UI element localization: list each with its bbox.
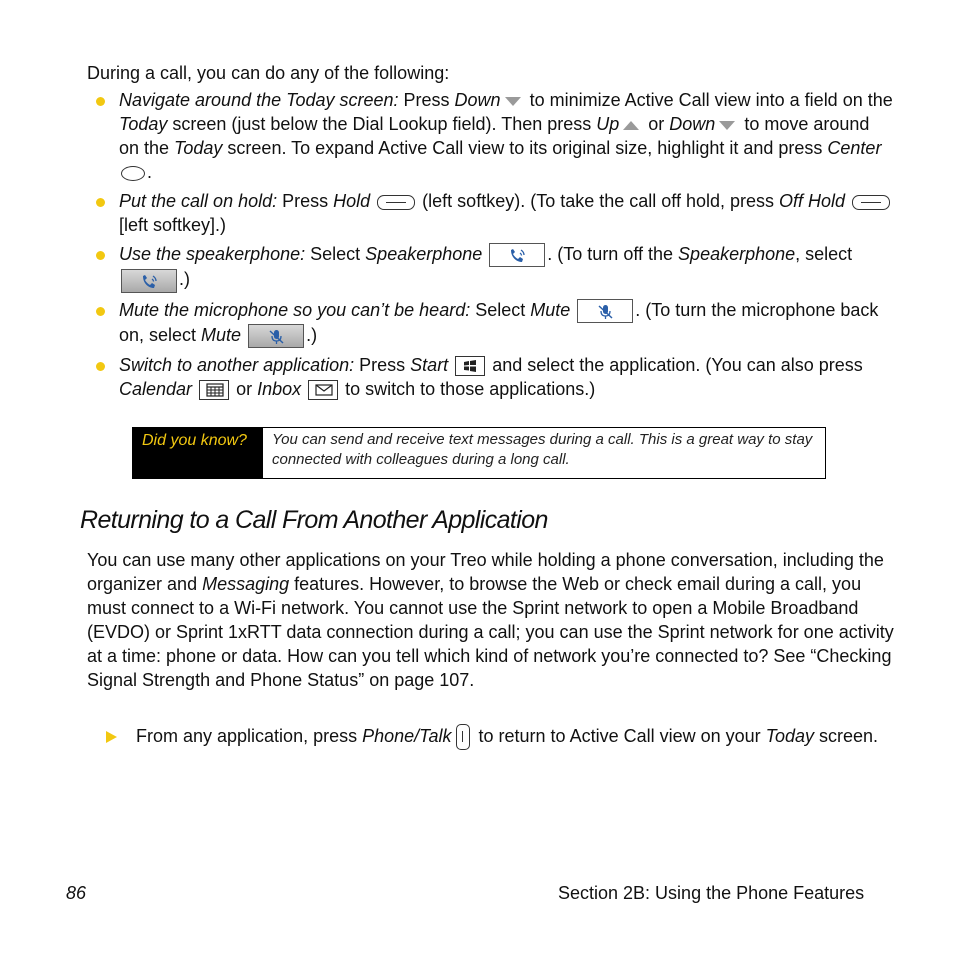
text: to move around on the <box>119 114 870 158</box>
key-name: Inbox <box>257 379 302 399</box>
did-you-know-callout <box>132 427 826 479</box>
bullet-mute <box>94 298 894 349</box>
text: .) <box>306 324 318 345</box>
left-softkey-icon <box>377 195 415 210</box>
key-name: Phone/Talk <box>362 726 452 746</box>
text: screen (just below the Dial Lookup field). Then press <box>167 114 597 134</box>
text: screen. <box>814 726 879 746</box>
key-name: Today <box>174 138 223 158</box>
bullet-dot <box>96 251 105 260</box>
did-you-know-text: You can send and receive text messages during a call. This is a great way to stay connected with colleagues during a long call. <box>272 431 813 468</box>
step-item <box>106 724 896 750</box>
text: and select the application. (You can also press <box>487 355 863 375</box>
text: .) <box>179 269 190 290</box>
text: Select <box>305 244 366 264</box>
text: . <box>147 162 153 182</box>
key-name: Mute <box>201 324 242 345</box>
text: Press <box>398 90 455 110</box>
bullet-navigate <box>94 88 894 184</box>
text: or <box>231 379 258 399</box>
bullet-list <box>94 88 894 406</box>
text: Select <box>470 299 531 320</box>
center-button-icon <box>121 166 145 181</box>
did-you-know-label: Did you know? <box>133 428 263 478</box>
bullet-title: Put the call on hold: <box>119 191 278 211</box>
key-name: Up <box>596 114 620 134</box>
text: screen. To expand Active Call view to its original size, highlight it and press <box>222 138 828 158</box>
intro-text: During a call, you can do any of the following: <box>87 63 450 83</box>
bullet-title: Use the speakerphone: <box>119 244 306 264</box>
text: From any application, press <box>136 726 363 746</box>
key-name: Center <box>827 138 882 158</box>
page-number: 86 <box>66 883 87 903</box>
start-icon <box>455 356 485 376</box>
bullet-dot <box>96 307 105 316</box>
down-arrow-icon <box>719 121 735 130</box>
bullet-dot <box>96 362 105 371</box>
up-arrow-icon <box>623 121 639 130</box>
left-softkey-icon <box>852 195 890 210</box>
bullet-title: Switch to another application: <box>119 355 355 375</box>
bullet-title: Mute the microphone so you can’t be heard: <box>119 299 471 320</box>
mute-icon <box>577 299 633 323</box>
text: or <box>643 114 670 134</box>
bullet-switch <box>94 353 894 401</box>
text: You can use many other applications on your Treo while holding a phone conversation, including the organizer and <box>87 550 884 594</box>
text: . (To turn off the <box>547 244 679 264</box>
text: to switch to those applications.) <box>340 379 596 399</box>
text: . (To turn the microphone back on, select <box>119 299 879 345</box>
section-heading: Returning to a Call From Another Application <box>80 506 548 534</box>
key-name: Today <box>119 114 168 134</box>
text: [left softkey].) <box>119 215 227 235</box>
bullet-dot <box>96 97 105 106</box>
phone-talk-icon <box>456 724 470 750</box>
bullet-title: Navigate around the Today screen: <box>119 90 399 110</box>
key-name: Off Hold <box>779 191 846 211</box>
text: to minimize Active Call view into a field on the <box>524 90 893 110</box>
text: Press <box>277 191 334 211</box>
text: Press <box>354 355 411 375</box>
calendar-icon <box>199 380 229 400</box>
bullet-hold <box>94 189 894 237</box>
inbox-icon <box>308 380 338 400</box>
down-arrow-icon <box>505 97 521 106</box>
text: to return to Active Call view on your <box>473 726 766 746</box>
key-name: Down <box>454 90 501 110</box>
mute-icon <box>248 324 304 348</box>
key-name: Hold <box>333 191 371 211</box>
bullet-dot <box>96 198 105 207</box>
body-paragraph <box>87 548 897 692</box>
key-name: Calendar <box>119 379 193 399</box>
key-name: Speakerphone <box>678 244 796 264</box>
key-name: Messaging <box>202 574 290 594</box>
speakerphone-icon <box>121 269 177 293</box>
text: , select <box>795 244 853 264</box>
step-arrow-icon <box>106 731 117 743</box>
text: (left softkey). (To take the call off hold, press <box>417 191 779 211</box>
bullet-speakerphone <box>94 242 894 293</box>
speakerphone-icon <box>489 243 545 267</box>
key-name: Start <box>410 355 449 375</box>
text: features. However, to browse the Web or check email during a call, you must connect to a Wi-Fi network. You cannot use the Sprint network to open a Mobile Broadband (EVDO) or Sprint 1xRTT data connection during a call; you can use the Sprint network for one activity at a time: phone or data. How can you tell which kind of network you’re connected to? See “Checking Signal Strength and Phone Status” on page 107. <box>87 574 894 690</box>
section-footer: Section 2B: Using the Phone Features <box>558 883 865 903</box>
key-name: Mute <box>530 299 571 320</box>
key-name: Today <box>765 726 815 746</box>
key-name: Down <box>669 114 716 134</box>
key-name: Speakerphone <box>365 244 483 264</box>
